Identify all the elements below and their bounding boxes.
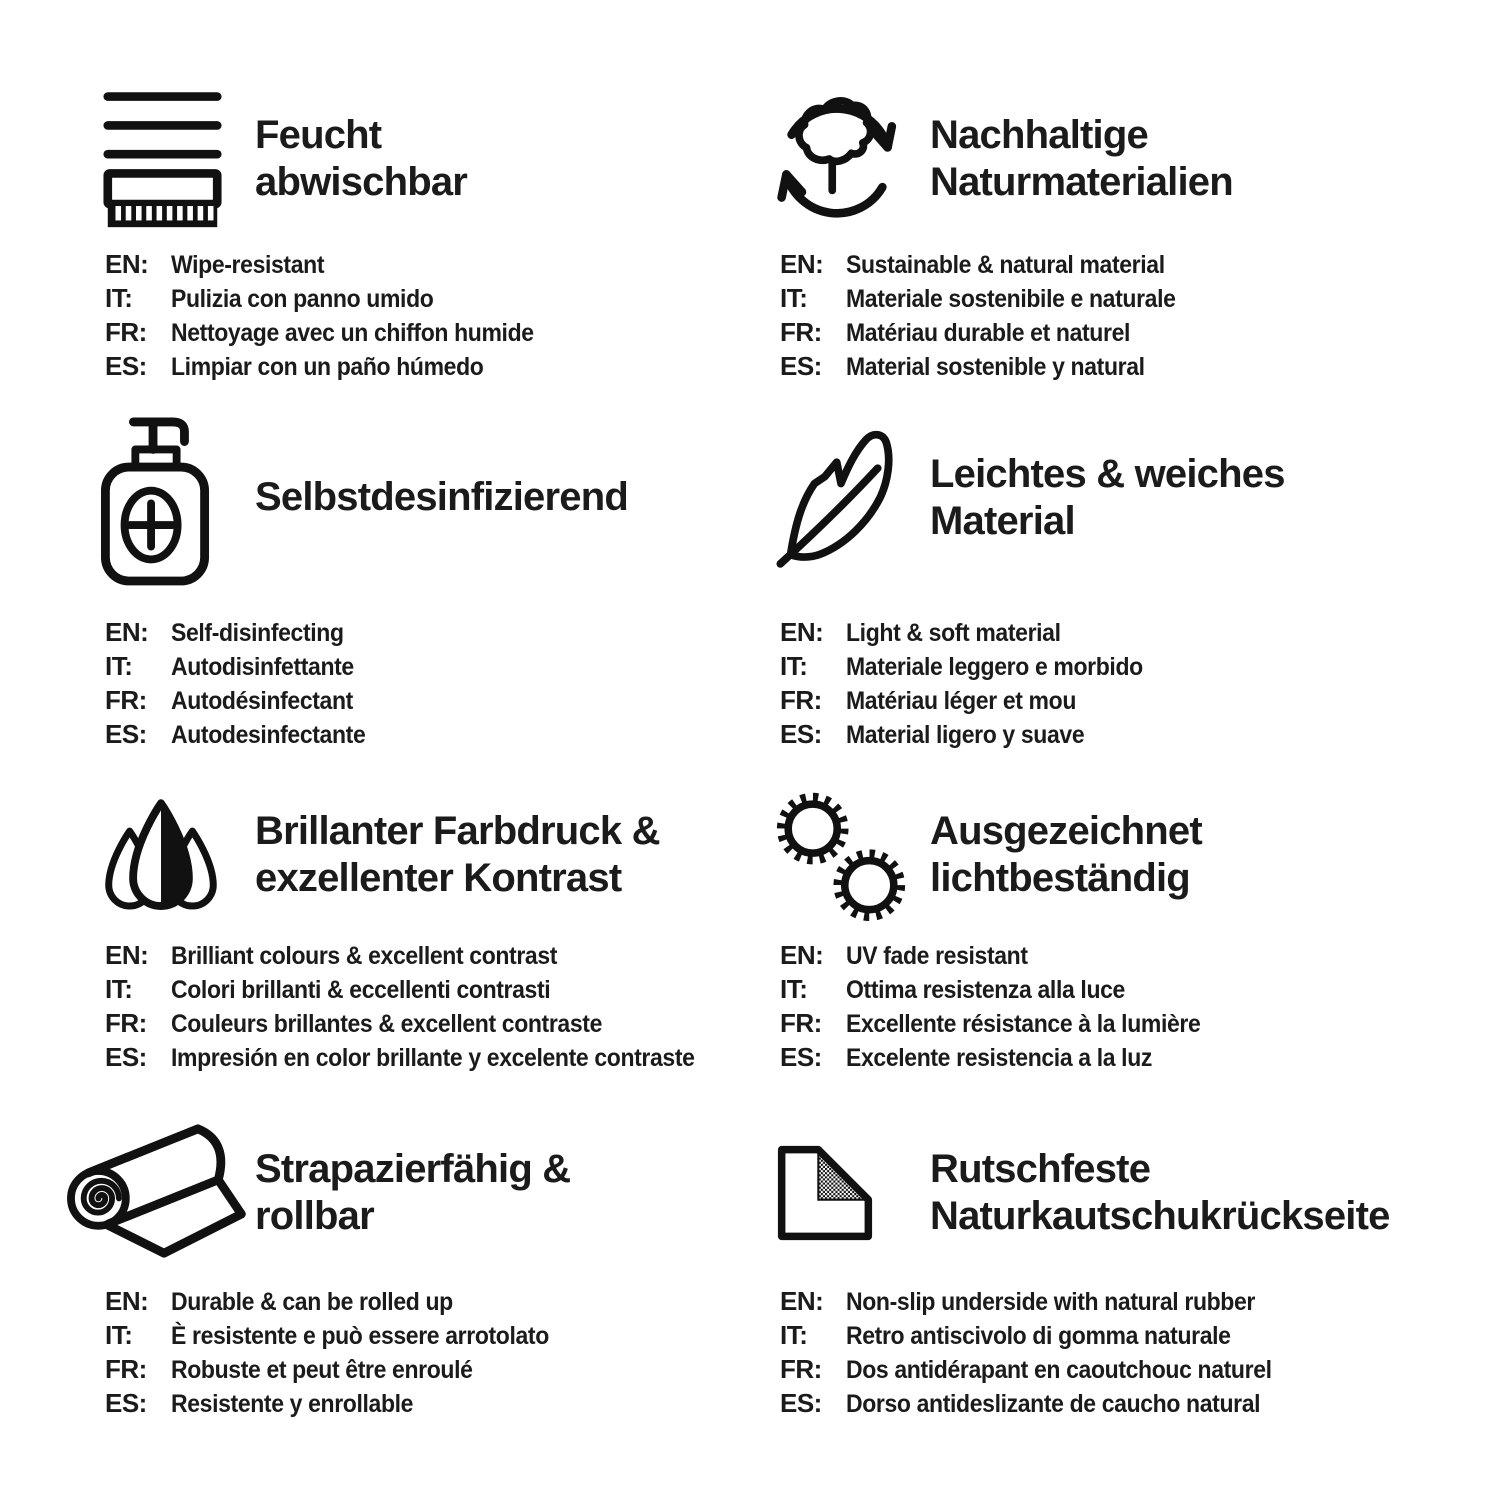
- feature-wipe-resistant: [100, 88, 775, 410]
- feather-icon: [775, 428, 900, 569]
- feature-header: [775, 785, 1460, 925]
- translation-row: [105, 1321, 775, 1350]
- lang-label: ES:: [780, 1388, 822, 1418]
- lang-label: EN:: [105, 249, 149, 279]
- lang-label: ES:: [105, 351, 147, 381]
- translation-text: Dorso antideslizante de caucho natural: [846, 1390, 1261, 1418]
- feature-light-soft-material: [775, 410, 1460, 785]
- feature-title: [255, 474, 628, 521]
- lang-label: EN:: [105, 940, 149, 970]
- translation-list: [100, 250, 775, 381]
- lang-label: ES:: [105, 1042, 147, 1072]
- translation-row: [780, 352, 1460, 381]
- translation-row: [105, 975, 775, 1004]
- translation-row: [105, 1389, 775, 1418]
- translation-text: Autodisinfettante: [171, 653, 354, 681]
- translation-row: [780, 686, 1460, 715]
- translation-row: [105, 1009, 775, 1038]
- lang-label: FR:: [105, 1354, 147, 1384]
- non-slip-corner-icon: [775, 1143, 900, 1243]
- translation-text: Resistente y enrollable: [171, 1390, 414, 1418]
- translation-text: Brilliant colours & excellent contrast: [171, 942, 558, 970]
- title-line: Selbstdesinfizierend: [255, 475, 628, 520]
- translation-text: Matériau durable et naturel: [846, 319, 1131, 347]
- translation-row: [780, 1355, 1460, 1384]
- translation-text: Material ligero y suave: [846, 721, 1085, 749]
- title-line: exzellenter Kontrast: [255, 856, 622, 900]
- title-line: Naturmaterialien: [930, 160, 1233, 204]
- title-line: rollbar: [255, 1194, 374, 1238]
- translation-text: Autodésinfectant: [171, 687, 353, 715]
- lang-label: EN:: [780, 940, 824, 970]
- title-line: lichtbeständig: [930, 856, 1190, 900]
- feature-title: [930, 451, 1285, 545]
- lang-label: IT:: [780, 1320, 808, 1350]
- translation-text: È resistente e può essere arrotolato: [171, 1322, 549, 1350]
- feature-header: [100, 785, 775, 925]
- lang-label: EN:: [105, 1286, 149, 1316]
- translation-list: [775, 250, 1460, 381]
- feature-header: [100, 410, 775, 586]
- translation-row: [780, 975, 1460, 1004]
- wipe-clean-brush-icon: [100, 87, 225, 231]
- feature-title: [930, 1146, 1390, 1240]
- translation-row: [105, 318, 775, 347]
- translation-row: [780, 618, 1460, 647]
- translation-text: Excellente résistance à la lumière: [846, 1010, 1201, 1038]
- translation-row: [105, 1287, 775, 1316]
- translation-text: Retro antiscivolo di gomma naturale: [846, 1322, 1231, 1350]
- feature-light-fastness: [775, 785, 1460, 1125]
- translation-text: Durable & can be rolled up: [171, 1288, 453, 1316]
- title-line: abwischbar: [255, 160, 468, 204]
- lang-label: IT:: [105, 974, 133, 1004]
- translation-text: Limpiar con un paño húmedo: [171, 353, 484, 381]
- translation-list: [775, 618, 1460, 749]
- translation-text: Self-disinfecting: [171, 619, 344, 647]
- lang-label: ES:: [780, 1042, 822, 1072]
- title-line: Strapazierfähig &: [255, 1146, 571, 1191]
- title-line: Naturkautschukrückseite: [930, 1194, 1390, 1238]
- feature-non-slip-backing: [775, 1125, 1460, 1423]
- feature-header: [775, 88, 1460, 230]
- ink-drops-icon: [100, 798, 225, 913]
- feature-header: [775, 410, 1460, 586]
- lang-label: IT:: [780, 283, 808, 313]
- translation-text: Materiale leggero e morbido: [846, 653, 1143, 681]
- translation-row: [780, 250, 1460, 279]
- lang-label: IT:: [105, 283, 133, 313]
- lang-label: IT:: [780, 974, 808, 1004]
- translation-row: [105, 652, 775, 681]
- lang-label: EN:: [780, 1286, 824, 1316]
- translation-text: Dos antidérapant en caoutchouc naturel: [846, 1356, 1272, 1384]
- lang-label: IT:: [780, 651, 808, 681]
- title-line: Ausgezeichnet: [930, 808, 1202, 853]
- translation-row: [780, 1043, 1460, 1072]
- translation-text: Matériau léger et mou: [846, 687, 1076, 715]
- lang-label: FR:: [105, 685, 147, 715]
- translation-text: Non-slip underside with natural rubber: [846, 1288, 1255, 1316]
- feature-durable-rollable: [100, 1125, 775, 1423]
- feature-title: [930, 112, 1233, 206]
- lang-label: IT:: [105, 651, 133, 681]
- translation-text: Robuste et peut être enroulé: [171, 1356, 473, 1384]
- lang-label: FR:: [780, 1008, 822, 1038]
- lang-label: ES:: [105, 719, 147, 749]
- translation-text: Impresión en color brillante y excelente contraste: [171, 1044, 695, 1072]
- feature-self-disinfecting: [100, 410, 775, 785]
- title-line: Nachhaltige: [930, 112, 1148, 157]
- translation-text: Pulizia con panno umido: [171, 285, 434, 313]
- translation-row: [780, 1321, 1460, 1350]
- feature-title: [255, 808, 660, 902]
- lang-label: FR:: [105, 1008, 147, 1038]
- uv-suns-icon: [775, 789, 900, 921]
- translation-row: [780, 1009, 1460, 1038]
- translation-row: [780, 1287, 1460, 1316]
- lang-label: EN:: [780, 617, 824, 647]
- translation-text: Material sostenible y natural: [846, 353, 1145, 381]
- translation-text: Colori brillanti & eccellenti contrasti: [171, 976, 551, 1004]
- lang-label: ES:: [780, 719, 822, 749]
- translation-row: [105, 250, 775, 279]
- translation-row: [780, 652, 1460, 681]
- rolled-mat-icon: [100, 1122, 225, 1264]
- translation-text: Autodesinfectante: [171, 721, 366, 749]
- lang-label: FR:: [105, 317, 147, 347]
- feature-header: [100, 1125, 775, 1261]
- lang-label: ES:: [105, 1388, 147, 1418]
- translation-row: [780, 284, 1460, 313]
- feature-header: [100, 88, 775, 230]
- feature-brilliant-colours: [100, 785, 775, 1125]
- translation-row: [105, 284, 775, 313]
- feature-title: [255, 1146, 570, 1240]
- translation-text: Excelente resistencia a la luz: [846, 1044, 1153, 1072]
- feature-grid: [100, 88, 1460, 1423]
- translation-row: [105, 1355, 775, 1384]
- feature-header: [775, 1125, 1460, 1261]
- translation-list: [100, 1287, 775, 1418]
- translation-list: [100, 618, 775, 749]
- lang-label: FR:: [780, 685, 822, 715]
- translation-text: Nettoyage avec un chiffon humide: [171, 319, 534, 347]
- translation-text: UV fade resistant: [846, 942, 1028, 970]
- translation-text: Wipe-resistant: [171, 251, 325, 279]
- translation-row: [105, 686, 775, 715]
- translation-text: Light & soft material: [846, 619, 1061, 647]
- translation-row: [780, 318, 1460, 347]
- title-line: Brillanter Farbdruck &: [255, 808, 660, 853]
- translation-list: [100, 941, 775, 1072]
- soap-dispenser-icon: [100, 410, 225, 587]
- translation-list: [775, 941, 1460, 1072]
- translation-list: [775, 1287, 1460, 1418]
- lang-label: EN:: [780, 249, 824, 279]
- lang-label: FR:: [780, 1354, 822, 1384]
- lang-label: ES:: [780, 351, 822, 381]
- translation-text: Materiale sostenibile e naturale: [846, 285, 1176, 313]
- feature-title: [255, 112, 467, 206]
- translation-row: [780, 1389, 1460, 1418]
- translation-row: [105, 1043, 775, 1072]
- title-line: Leichtes & weiches: [930, 451, 1285, 496]
- translation-text: Couleurs brillantes & excellent contraste: [171, 1010, 603, 1038]
- lang-label: EN:: [105, 617, 149, 647]
- translation-row: [105, 618, 775, 647]
- translation-row: [105, 352, 775, 381]
- lang-label: FR:: [780, 317, 822, 347]
- sustainable-tree-recycle-icon: [775, 92, 900, 226]
- title-line: Material: [930, 499, 1075, 543]
- title-line: Rutschfeste: [930, 1146, 1151, 1191]
- title-line: Feucht: [255, 112, 382, 157]
- translation-row: [105, 941, 775, 970]
- translation-row: [105, 720, 775, 749]
- feature-title: [930, 808, 1202, 902]
- translation-row: [780, 720, 1460, 749]
- feature-sustainable-material: [775, 88, 1460, 410]
- translation-text: Ottima resistenza alla luce: [846, 976, 1125, 1004]
- translation-text: Sustainable & natural material: [846, 251, 1165, 279]
- translation-row: [780, 941, 1460, 970]
- lang-label: IT:: [105, 1320, 133, 1350]
